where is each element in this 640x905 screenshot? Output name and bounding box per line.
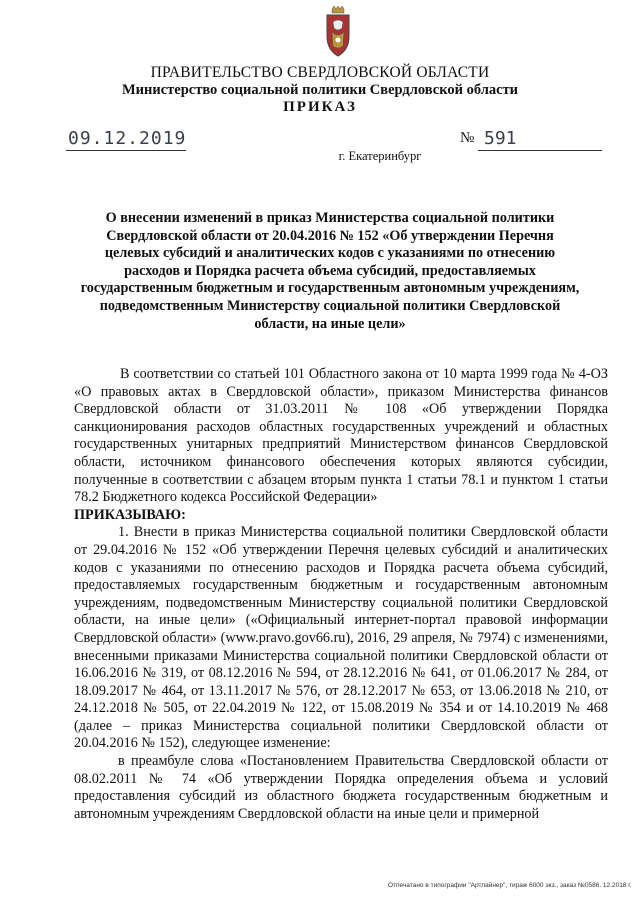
document-date: 09.12.2019 bbox=[68, 128, 187, 149]
document-title: О внесении изменений в приказ Министерства социальной политики Свердловской области от 20.04.2016 № 152 «Об утверждении Перечня целевых субсидий и аналитических кодов с указаниями по отнесению расходов и Порядка расчета объема субсидий, предоставляемых государственным бюджетным и государственным автономным учреждениям, подведомственным Министерству социальной политики Свердловской области, на иные цели» bbox=[80, 210, 580, 332]
government-title: ПРАВИТЕЛЬСТВО СВЕРДЛОВСКОЙ ОБЛАСТИ bbox=[150, 64, 490, 81]
document-number: 591 bbox=[484, 128, 517, 149]
order-word: ПРИКАЗЫВАЮ: bbox=[74, 506, 186, 523]
item-1-detail-paragraph: в преамбуле слова «Постановлением Правительства Свердловской области от 08.02.2011 № 74 «Об утверждении Порядка определения объема и условий предоставления субсидий из областного бюджета государственным бюджетным и автономным учреждениям Свердловской области на иные цели и примерной bbox=[74, 753, 608, 822]
document-type: ПРИКАЗ bbox=[283, 99, 357, 115]
preamble-paragraph: В соответствии со статьей 101 Областного закона от 10 марта 1999 года № 4-ОЗ «О правовых актах в Свердловской области», приказом Министерства финансов Свердловской области от 31.03.2011 № 108 «Об утверждении Порядка санкционирования расходов областных государственных учреждений и областных государственных унитарных предприятий Министерством финансов Свердловской области, источником финансового обеспечения которых являются субсидии, полученные в соответствии с абзацем вторым пункта 1 статьи 78.1 и пунктом 1 статьи 78.2 Бюджетного кодекса Российской Федерации» bbox=[74, 366, 608, 506]
number-label: № bbox=[460, 130, 475, 146]
print-footer: Отпечатано в типографии "Артлайнер", тираж 6000 экз., заказ №0586. 12.2018 г. bbox=[388, 882, 632, 889]
item-1-paragraph: 1. Внести в приказ Министерства социальной политики Свердловской области от 29.04.2016 № 152 «Об утверждении Перечня целевых субсидий и аналитических кодов с указаниями по отнесению расходов и Порядка расчета объема субсидий, предоставляемых государственным бюджетным и государственным автономным учреждениям, подведомственным Министерству социальной политики Свердловской области, на иные цели» («Официальный интернет-портал правовой информации Свердловской области» (www.pravo.gov66.ru), 2016, 29 апреля, № 7974) с изменениями, внесенными приказами Министерства социальной политики Свердловской области от 16.06.2016 № 319, от 08.12.2016 № 594, от 28.12.2016 № 641, от 01.06.2017 № 284, от 18.09.2017 № 464, от 13.11.2017 № 576, от 28.12.2017 № 653, от 13.06.2018 № 210, от 24.12.2018 № 505, от 22.04.2019 № 122, от 15.08.2019 № 354 и от 14.10.2019 № 468 (далее – приказ Министерства социальной политики Свердловской области от 20.04.2016 № 152), следующее изменение: bbox=[74, 524, 608, 752]
coat-of-arms-icon bbox=[322, 6, 354, 58]
ministry-title: Министерство социальной политики Свердловской области bbox=[121, 82, 519, 98]
document-body bbox=[74, 366, 608, 823]
city: г. Екатеринбург bbox=[338, 149, 422, 163]
